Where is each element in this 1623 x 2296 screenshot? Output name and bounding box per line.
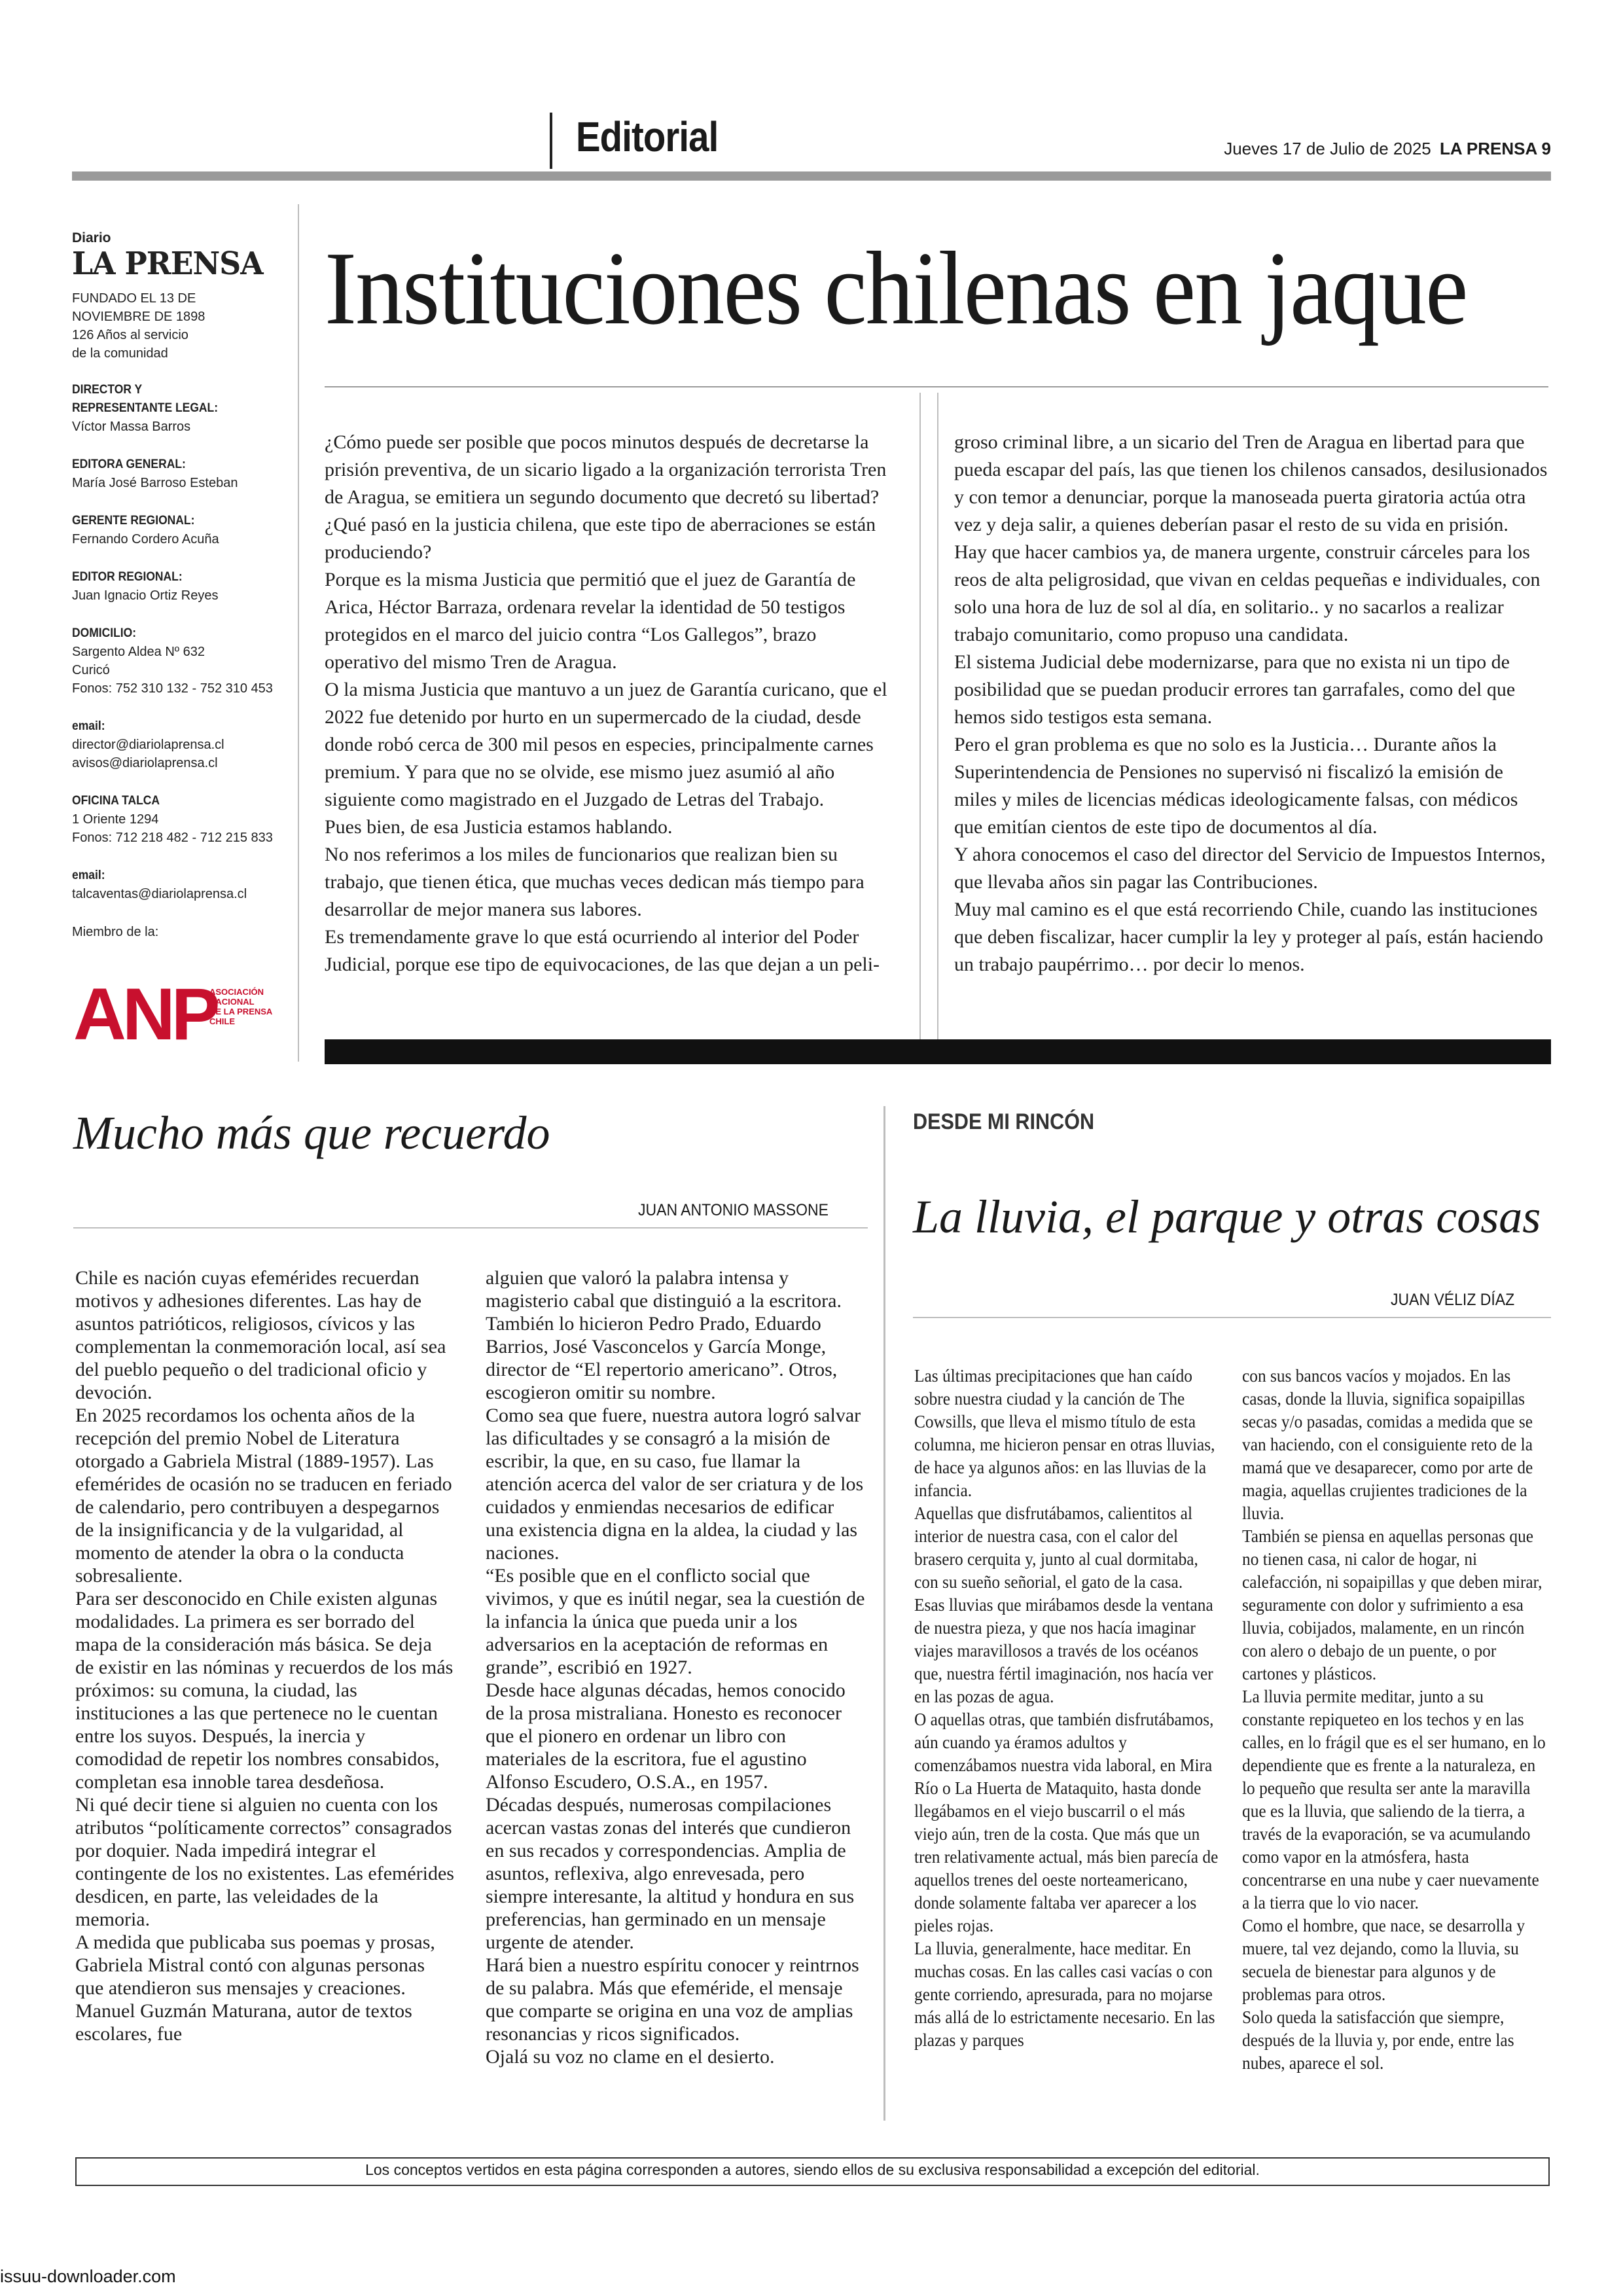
paragraph: Y ahora conocemos el caso del director del Servicio de Impuestos Internos, que llevaba años sin pagar las Contribuciones. [954, 844, 1546, 893]
paragraph: La lluvia, generalmente, hace meditar. En muchas cosas. En las calles casi vacías o con gente corriendo, apresurada, para no mojarse más allá de lo estrictamente necesario. En las plazas y parques [914, 1939, 1215, 2050]
anp-letters: ANP [73, 975, 217, 1047]
paragraph: ¿Cómo puede ser posible que pocos minutos después de decretarse la prisión preventiva, de un sicario ligado a la organización terrorista Tren de Aragua, se emitiera un segundo documento que decretó su libertad? [325, 431, 887, 508]
header-dateline [1224, 139, 1551, 159]
paragraph: Hará bien a nuestro espíritu conocer y reintrnos de su palabra. Más que efeméride, el mensaje que comparte se origina en una voz de amplias resonancias y ricos significados. [486, 1954, 859, 2045]
staff-label: GERENTE REGIONAL: [72, 514, 195, 528]
founded-line: FUNDADO EL 13 DE [72, 291, 196, 306]
masthead-diario: Diario [72, 230, 111, 245]
anp-caption: CHILE [209, 1016, 235, 1026]
paragraph: Las últimas precipitaciones que han caído sobre nuestra ciudad y la canción de The Cowsills, que lleva el mismo título de esta columna, me hicieron pensar en otras lluvias, de hace ya algunos años: en las lluvias de la infancia. [914, 1366, 1215, 1500]
anp-caption: DE LA PRENSA [209, 1007, 273, 1016]
staff-value: Fernando Cordero Acuña [72, 532, 219, 547]
email-value: director@diariolaprensa.cl avisos@diariolaprensa.cl [72, 738, 224, 770]
editorial-column-1 [325, 429, 894, 978]
editorial-bottom-bar [325, 1039, 1551, 1064]
paragraph: No nos referimos a los miles de funcionarios que realizan bien su trabajo, que tienen ética, que muchas veces dedican más tiempo para desarrollar de mejor manera sus labores. [325, 844, 865, 920]
article2-divider [883, 1106, 885, 2121]
paragraph: Chile es nación cuyas efemérides recuerdan motivos y adhesiones diferentes. Las hay de asuntos patrióticos, religiosos, cívicos y las complementan la conmemoración local, así sea del pueblo pequeño o del tradicional oficio y devoción. [75, 1267, 446, 1403]
email-label: email: [72, 869, 105, 882]
article2-title: La lluvia, el parque y otras cosas [913, 1191, 1541, 1243]
founded-line: de la comunidad [72, 346, 168, 361]
paragraph: A medida que publicaba sus poemas y prosas, Gabriela Mistral contó con algunas personas que atendieron sus mensajes y creaciones. Manuel Guzmán Maturana, autor de textos escolares, fue [75, 1931, 435, 2045]
paragraph: Pero el gran problema es que no solo es la Justicia… Durante años la Superintendencia de Pensiones no supervisó ni fiscalizó la emisión de miles y miles de licencias médicas ideologicamente falsas, con médicos que emitían cientos de este tipo de documentos al día. [954, 734, 1518, 838]
article1-title: Mucho más que recuerdo [73, 1107, 550, 1159]
masthead-divider [298, 204, 299, 1062]
column-divider [919, 393, 921, 1041]
address-label: DOMICILIO: [72, 626, 137, 640]
paragraph: Aquellas que disfrutábamos, calientitos al interior de nuestra casa, con el calor del brasero cerquita y, junto al cual dormitaba, con su sueño señorial, el gato de la casa. [914, 1503, 1198, 1592]
email-label: email: [72, 719, 105, 733]
article1-author: JUAN ANTONIO MASSONE [638, 1201, 829, 1219]
paragraph: ¿Qué pasó en la justicia chilena, que este tipo de aberraciones se están produciendo? [325, 514, 876, 563]
header-date: Jueves 17 de Julio de 2025 [1224, 139, 1431, 158]
article1-column-1 [75, 1266, 455, 2045]
paragraph: Ojalá su voz no clame en el desierto. [486, 2046, 775, 2068]
paragraph: Ni qué decir tiene si alguien no cuenta con los atributos “políticamente correctos” consagrados por doquier. Nada impedirá integrar el contingente de los no existentes. Las efemérides desdicen, en parte, las veleidades de la memoria. [75, 1794, 454, 1930]
paragraph: alguien que valoró la palabra intensa y magisterio cabal que distinguió a la escritora. También lo hicieron Pedro Prado, Eduardo Barrios, José Vasconcelos y García Monge, director de “El repertorio americano”. Otros, escogieron omitir su nombre. [486, 1267, 842, 1403]
column-section-label: DESDE MI RINCÓN [913, 1109, 1095, 1134]
address-value: Sargento Aldea Nº 632 Curicó Fonos: 752 310 132 - 752 310 453 [72, 645, 273, 696]
article2-column-2 [1242, 1365, 1550, 2075]
disclaimer-text: Los conceptos vertidos en esta página corresponden a autores, siendo ellos de su exclusiva responsabilidad a excepción del editorial. [365, 2161, 1260, 2178]
section-title: Editorial [576, 113, 719, 160]
paragraph: En 2025 recordamos los ochenta años de la recepción del premio Nobel de Literatura otorgado a Gabriela Mistral (1889-1957). Las efemérides de ocasión no se traducen en feriado de calendario, pero contribuyen a despegarnos de la insignificancia y de la vulgaridad, al momento de atender la obra o la conducta sobresaliente. [75, 1405, 452, 1587]
office-label: OFICINA TALCA [72, 794, 160, 808]
paragraph: Solo queda la satisfacción que siempre, después de la lluvia y, por ende, entre las nubes, aparece el sol. [1242, 2007, 1514, 2073]
paragraph: Desde hace algunas décadas, hemos conocido de la prosa mistraliana. Honesto es reconocer que el pionero en ordenar un libro con materiales de la escritora, fue el agustino Alfonso Escudero, O.S.A., en 1957. [486, 1679, 846, 1793]
paragraph: Como sea que fuere, nuestra autora logró salvar las dificultades y se consagró a la misión de escribir, la que, en su caso, fue llamar la atención acerca del valor de ser criatura y de los cuidados y enmiendas necesarios de edificar una existencia digna en la aldea, la ciudad y las naciones. [486, 1405, 864, 1564]
paragraph: El sistema Judicial debe modernizarse, para que no exista ni un tipo de posibilidad que se puedan producir errores tan garrafales, como del que hemos sido testigos esta semana. [954, 651, 1516, 728]
article2-column-1 [914, 1365, 1222, 2052]
paragraph: Pues bien, de esa Justicia estamos hablando. [325, 816, 673, 838]
article2-rule [913, 1317, 1551, 1318]
staff-value: Juan Ignacio Ortiz Reyes [72, 588, 219, 603]
founded-line: NOVIEMBRE DE 1898 [72, 310, 205, 324]
paragraph: Es tremendamente grave lo que está ocurriendo al interior del Poder Judicial, porque ese tipo de equivocaciones, de las que dejan a un peli- [325, 926, 880, 975]
editorial-title-rule [325, 386, 1548, 387]
paragraph: O aquellas otras, que también disfrutábamos, aún cuando ya éramos adultos y comenzábamos nuestra vida laboral, en Mira Río o La Huerta de Mataquito, hasta donde llegábamos en el viejo buscarril o el más viejo aún, tren de la costa. Que más que un tren relativamente actual, más bien parecía de aquellos trenes del oeste norteamericano, donde solamente faltaba ver aparecer a los pieles rojas. [914, 1710, 1219, 1935]
editorial-column-2 [954, 429, 1550, 978]
anp-logo [72, 975, 294, 1047]
staff-value: María José Barroso Esteban [72, 476, 238, 490]
staff-value: Víctor Massa Barros [72, 420, 191, 434]
paragraph: groso criminal libre, a un sicario del Tren de Aragua en libertad para que pueda escapar del país, las que tienen los chilenos cansados, desilusionados y con temor a denunciar, porque la manoseada puerta giratoria actúa otra vez y deja salir, a quienes deberían pasar el resto de su vida en prisión. [954, 431, 1548, 535]
masthead-founded [72, 289, 288, 363]
paragraph: con sus bancos vacíos y mojados. En las casas, donde la lluvia, significa sopaipillas secas y/o pasadas, comidas a medida que se van haciendo, con el consiguiente reto de la mamá que ve desaparecer, como por arte de magia, aquellas crujientes tradiciones de la lluvia. [1242, 1366, 1533, 1523]
watermark-text: issuu-downloader.com [0, 2267, 176, 2286]
anp-caption: ASOCIACIÓN [209, 987, 264, 997]
column-divider [937, 393, 938, 1041]
paragraph: La lluvia permite meditar, junto a su constante repiqueteo en los techos y en las calles, en lo frágil que es el ser humano, en lo dependiente que es frente a la naturaleza, en lo pequeño que resulta ser ante la maravilla que es la lluvia, que saliendo de la tierra, a través de la evaporación, se va acumulando como vapor en la atmósfera, hasta concentrarse en una nube y caer nuevamente a la tierra que lo vio nacer. [1242, 1687, 1546, 1912]
paragraph: Para ser desconocido en Chile existen algunas modalidades. La primera es ser borrado del mapa de la consideración más básica. Se deja de existir en las nóminas y recuerdos de los más próximos: su comuna, la ciudad, las instituciones a las que pertenece no le cuentan entre los suyos. Después, la inercia y comodidad de repetir los nombres consabidos, completan esa innoble tarea desdeñosa. [75, 1588, 454, 1793]
header-rule [72, 171, 1551, 181]
founded-line: 126 Años al servicio [72, 328, 188, 342]
staff-label: EDITOR REGIONAL: [72, 570, 183, 584]
paragraph: Décadas después, numerosas compilaciones acercan vastas zonas del interés que cundieron en sus recados y correspondencias. Amplia de asuntos, reflexiva, algo enrevesada, pero siempre interesante, la altitud y hondura en sus preferencias, han germinado en un mensaje urgente de atender. [486, 1794, 855, 1953]
masthead-logo: LA PRENSA [72, 245, 263, 282]
header-publication-page: LA PRENSA 9 [1440, 139, 1551, 158]
article1-column-2 [486, 1266, 865, 2068]
paragraph: También se piensa en aquellas personas que no tienen casa, ni calor de hogar, ni calefacción, ni sopaipillas y que deben mirar, seguramente con dolor y sufrimiento a esa lluvia, cobijados, malamente, en un rincón con alero o debajo de un puente, o por cartones y plásticos. [1242, 1526, 1543, 1683]
staff-label: DIRECTOR Y REPRESENTANTE LEGAL: [72, 383, 219, 415]
paragraph: “Es posible que en el conflicto social que vivimos, y que es inútil negar, sea la cuestión de la infancia la única que pueda unir a los adversarios en la aceptación de reformas en grande”, escribió en 1927. [486, 1565, 865, 1678]
masthead [72, 229, 288, 941]
anp-caption: NACIONAL [209, 997, 255, 1007]
paragraph: O la misma Justicia que mantuvo a un juez de Garantía curicano, que el 2022 fue detenido por hurto en un supermercado de la ciudad, desde donde robó cerca de 300 mil pesos en especies, principalmente carnes premium. Y para que no se olvide, ese mismo juez asumió al año siguiente como magistrado en el Juzgado de Letras del Trabajo. [325, 679, 887, 810]
member-label: Miembro de la: [72, 925, 159, 939]
paragraph: Como el hombre, que nace, se desarrolla y muere, tal vez dejando, como la lluvia, su secuela de bienestar para algunos y de problemas para otros. [1242, 1916, 1525, 2004]
email-value: talcaventas@diariolaprensa.cl [72, 887, 247, 901]
article2-author: JUAN VÉLIZ DÍAZ [1391, 1291, 1515, 1309]
header-divider [550, 113, 552, 169]
editorial-title: Instituciones chilenas en jaque [325, 230, 1467, 346]
article1-rule [73, 1227, 868, 1229]
paragraph: Porque es la misma Justicia que permitió que el juez de Garantía de Arica, Héctor Barraza, ordenara revelar la identidad de 50 testigos protegidos en el marco del juicio contra “Los Gallegos”, brazo operativo del mismo Tren de Aragua. [325, 569, 856, 673]
staff-label: EDITORA GENERAL: [72, 457, 186, 471]
paragraph: Esas lluvias que mirábamos desde la ventana de nuestra pieza, y que nos hacía imaginar viajes maravillosos a través de los océanos que, nuestra fértil imaginación, nos hacía ver en las pozas de agua. [914, 1595, 1213, 1706]
paragraph: Muy mal camino es el que está recorriendo Chile, cuando las instituciones que deben fiscalizar, hacer cumplir la ley y proteger al país, están haciendo un trabajo paupérrimo… por decir lo menos. [954, 899, 1544, 975]
paragraph: Hay que hacer cambios ya, de manera urgente, construir cárceles para los reos de alta peligrosidad, que vivan en celdas pequeñas e individuales, con solo una hora de luz de sol al día, en solitario.. y no sacarlos a realizar trabajo comunitario, como propuso una candidata. [954, 541, 1541, 645]
office-value: 1 Oriente 1294 Fonos: 712 218 482 - 712 215 833 [72, 812, 273, 845]
